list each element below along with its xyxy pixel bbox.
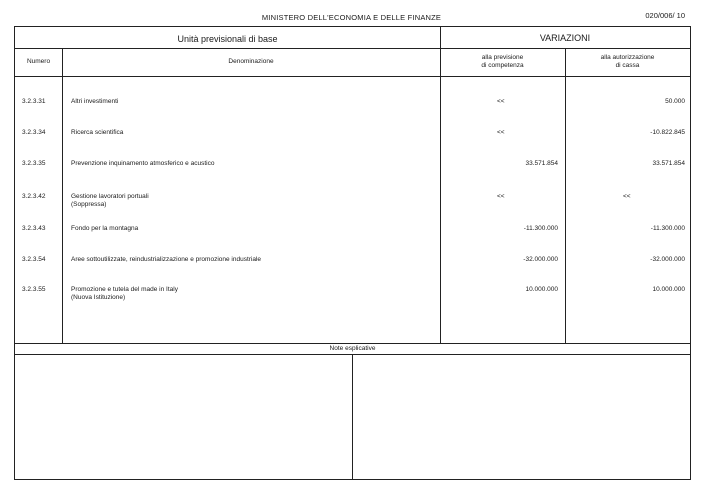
row-competenza: 10.000.000 [525,286,558,293]
table-row [15,256,690,276]
row-denominazione-line: (Soppressa) [71,201,107,208]
section-variazioni: VARIAZIONI [539,33,591,43]
col-header-competenza-line2: di competenza [481,62,524,69]
row-denominazione [71,98,118,106]
row-numero: 3.2.3.55 [22,286,46,293]
table-row [15,129,690,149]
col-header-cassa-line2: di cassa [615,62,640,69]
col-header-cassa-line1: alla autorizzazione [600,54,655,61]
row-competenza: << [497,129,505,136]
row-cassa: 33.571.854 [652,160,685,167]
col-header-numero: Numero [26,58,51,65]
table-row [15,286,690,306]
table-frame [14,26,691,480]
row-numero: 3.2.3.34 [22,129,46,136]
table-bottom-rule [15,343,690,344]
col-header-competenza-line1: alla previsione [481,54,524,61]
notes-title: Note esplicative [329,345,376,352]
row-denominazione-line: Promozione e tutela del made in Italy [71,286,178,293]
row-denominazione-line: Gestione lavoratori portuali [71,193,149,200]
row-competenza: 33.571.854 [525,160,558,167]
row-competenza: -11.300.000 [523,225,558,232]
row-cassa: -10.822.845 [650,129,685,136]
row-denominazione [71,225,138,233]
row-numero: 3.2.3.35 [22,160,46,167]
row-denominazione-line: Altri investimenti [71,98,119,105]
row-denominazione [71,129,123,137]
table-row [15,225,690,245]
row-competenza: -32.000.000 [523,256,558,263]
row-denominazione [71,256,261,264]
row-numero: 3.2.3.31 [22,98,46,105]
table-row [15,98,690,118]
row-denominazione-line: Prevenzione inquinamento atmosferico e acustico [71,160,215,167]
row-cassa: -11.300.000 [650,225,685,232]
row-denominazione [71,160,214,168]
table-body [15,27,690,343]
row-denominazione-line: (Nuova Istituzione) [71,294,126,301]
row-competenza: << [497,193,505,200]
row-cassa: 50.000 [665,98,685,105]
row-competenza: << [497,98,505,105]
notes-left-panel [15,355,352,479]
row-denominazione-line: Ricerca scientifica [71,129,124,136]
row-numero: 3.2.3.54 [22,256,46,263]
row-cassa: << [623,193,631,200]
table-row [15,193,690,213]
row-denominazione-line: Aree sottoutilizzate, reindustrializzazione e promozione industriale [71,256,262,263]
row-cassa: 10.000.000 [652,286,685,293]
notes-right-panel [353,355,690,479]
row-numero: 3.2.3.42 [22,193,46,200]
ministry-title: MINISTERO DELL'ECONOMIA E DELLE FINANZE [261,13,442,22]
row-cassa: -32.000.000 [650,256,685,263]
col-header-denominazione: Denominazione [228,58,274,65]
table-row [15,160,690,180]
row-denominazione [71,193,149,209]
row-denominazione-line: Fondo per la montagna [71,225,139,232]
page-code: 020/006/ 10 [645,11,685,20]
row-numero: 3.2.3.43 [22,225,46,232]
row-denominazione [71,286,178,302]
section-unita: Unità previsionali di base [177,34,278,44]
